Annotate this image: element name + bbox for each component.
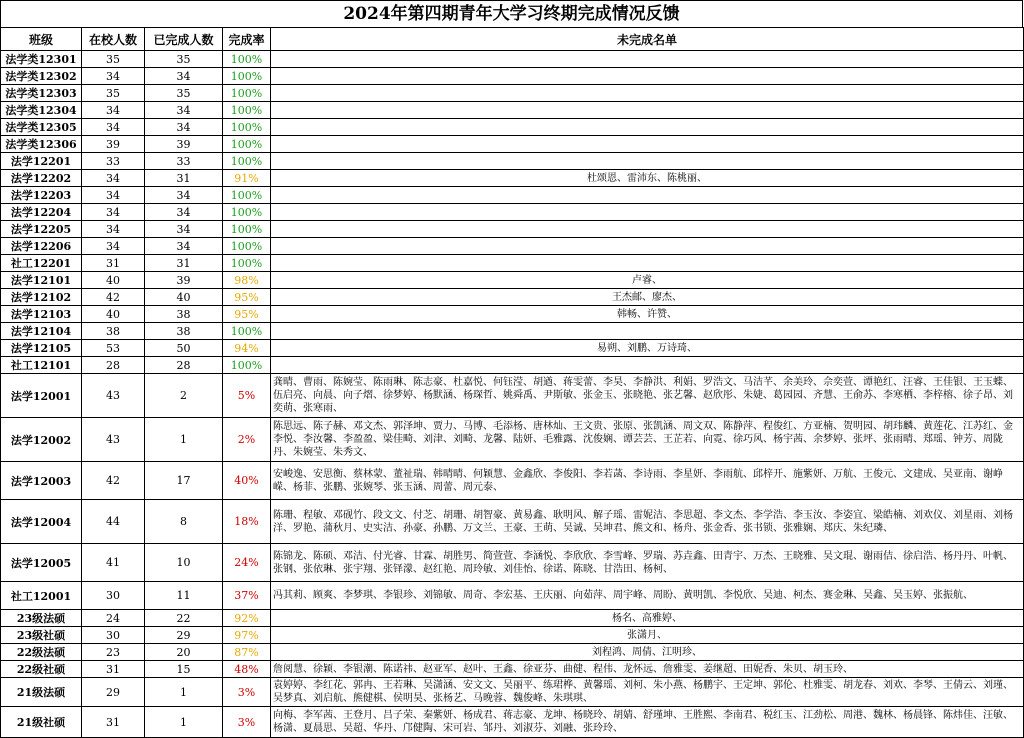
missing-names-cell[interactable] [271, 323, 1024, 340]
completed-cell[interactable]: 8 [145, 500, 223, 544]
enrolled-cell[interactable]: 43 [82, 374, 145, 418]
class-cell[interactable]: 法学12101 [1, 272, 82, 289]
table-row [1, 85, 1024, 102]
class-cell[interactable]: 法学12005 [1, 544, 82, 582]
missing-names-cell[interactable] [271, 51, 1024, 68]
sheet-title: 2024年第四期青年大学习终期完成情况反馈 [0, 0, 1023, 27]
missing-names-cell[interactable]: 冯其莉、顾爽、李梦琪、李银珍、刘锦敏、周奇、李宏基、王庆丽、向茹萍、周宇峰、周盼、黄明凯、李悦欣、吴迪、柯杰、赛金琳、吴鑫、吴玉婷、张振航、 [271, 582, 1024, 610]
table-row [1, 68, 1024, 85]
class-cell[interactable]: 法学类12305 [1, 119, 82, 136]
missing-names-cell[interactable]: 王杰邮、廖杰、 [271, 289, 1024, 306]
missing-names-cell[interactable] [271, 119, 1024, 136]
completed-cell[interactable]: 17 [145, 462, 223, 500]
enrolled-cell[interactable]: 30 [82, 627, 145, 644]
enrolled-cell[interactable]: 31 [82, 255, 145, 272]
enrolled-cell[interactable]: 35 [82, 51, 145, 68]
class-cell[interactable]: 社工12001 [1, 582, 82, 610]
class-cell[interactable]: 法学12103 [1, 306, 82, 323]
table-row [1, 610, 1024, 627]
missing-names-cell[interactable]: 陈思远、陈子赫、邓文杰、郭泽坤、贾力、马博、毛添杨、唐林灿、王文贵、张原、张凯涵、周文双、陈静萍、程俊红、方亚楠、贺明园、胡玮麟、黄莲花、江苏红、金李悦、李汝馨、李盈盈、梁佳畸、刘津、刘畸、龙馨、陆妍、毛雅露、沈俊娴、谭芸芸、王芷若、向霓、徐巧风、杨宇茜、余梦婷、张坪、张雨晴、郑瑶、钟芳、周陇丹、朱婉莹、朱秀文、 [271, 418, 1024, 462]
rate-cell[interactable]: 100% [223, 136, 271, 153]
rate-cell[interactable]: 100% [223, 119, 271, 136]
class-cell[interactable]: 法学12001 [1, 374, 82, 418]
class-cell[interactable]: 法学12004 [1, 500, 82, 544]
rate-cell[interactable]: 97% [223, 627, 271, 644]
rate-cell[interactable]: 91% [223, 170, 271, 187]
header-class[interactable]: 班级 [1, 28, 82, 51]
missing-names-cell[interactable] [271, 221, 1024, 238]
class-cell[interactable]: 法学12201 [1, 153, 82, 170]
completed-cell[interactable]: 10 [145, 544, 223, 582]
missing-names-cell[interactable] [271, 204, 1024, 221]
completed-cell[interactable]: 31 [145, 170, 223, 187]
enrolled-cell[interactable]: 34 [82, 187, 145, 204]
completed-cell[interactable]: 20 [145, 644, 223, 661]
class-cell[interactable]: 法学12002 [1, 418, 82, 462]
table-row [1, 323, 1024, 340]
missing-names-cell[interactable] [271, 153, 1024, 170]
class-cell[interactable]: 法学12003 [1, 462, 82, 500]
missing-names-cell[interactable]: 易朔、刘鹏、万诗琦、 [271, 340, 1024, 357]
missing-names-cell[interactable]: 向梅、李军茜、王登月、吕子荣、秦紫妍、杨成君、蒋志豪、龙坤、杨晓玲、胡婧、舒瑾坤、王胜熙、李南君、税红玉、江劲松、周港、魏林、杨晨锋、陈炜佳、汪敏、杨潇、夏晨思、吴超、华丹、邝健陶、宋可岩、邹丹、刘淑芬、刘融、张玲玲、 [271, 707, 1024, 738]
completed-cell[interactable]: 50 [145, 340, 223, 357]
class-cell[interactable]: 法学类12303 [1, 85, 82, 102]
rate-cell[interactable]: 100% [223, 102, 271, 119]
completed-cell[interactable]: 15 [145, 661, 223, 678]
class-cell[interactable]: 法学12102 [1, 289, 82, 306]
enrolled-cell[interactable]: 35 [82, 85, 145, 102]
table-row [1, 51, 1024, 68]
rate-cell[interactable]: 95% [223, 289, 271, 306]
completed-cell[interactable]: 35 [145, 85, 223, 102]
missing-names-cell[interactable]: 陈锦龙、陈硕、邓洁、付光睿、甘霖、胡胜男、简萱萱、李涵悦、李欣欣、李雪峰、罗瑞、苏垚鑫、田青宇、万杰、王晓雅、吴文琨、谢雨佶、徐启浩、杨丹丹、叶帆、张钢、张依琳、张宇翔、张铎濛、赵红艳、周玲敏、刘佳怡、徐诺、陈晓、甘浩田、杨柯、 [271, 544, 1024, 582]
header-missing[interactable]: 未完成名单 [271, 28, 1024, 51]
completed-cell[interactable]: 40 [145, 289, 223, 306]
enrolled-cell[interactable]: 30 [82, 582, 145, 610]
enrolled-cell[interactable]: 29 [82, 678, 145, 707]
enrolled-cell[interactable]: 40 [82, 272, 145, 289]
completed-cell[interactable]: 34 [145, 68, 223, 85]
missing-names-cell[interactable]: 卢睿、 [271, 272, 1024, 289]
enrolled-cell[interactable]: 40 [82, 306, 145, 323]
completed-cell[interactable]: 34 [145, 238, 223, 255]
completed-cell[interactable]: 31 [145, 255, 223, 272]
table-row [1, 238, 1024, 255]
completed-cell[interactable]: 34 [145, 119, 223, 136]
rate-cell[interactable]: 48% [223, 661, 271, 678]
class-cell[interactable]: 21级社硕 [1, 707, 82, 738]
class-cell[interactable]: 法学12206 [1, 238, 82, 255]
rate-cell[interactable]: 92% [223, 610, 271, 627]
table-row [1, 119, 1024, 136]
missing-names-cell[interactable]: 詹阅慧、徐颖、李银潮、陈诺祎、赵亚军、赵叶、王鑫、徐亚芬、曲健、程伟、龙怀远、詹雅雯、姜继超、田妮香、朱贝、胡玉玲、 [271, 661, 1024, 678]
enrolled-cell[interactable]: 31 [82, 707, 145, 738]
completed-cell[interactable]: 1 [145, 418, 223, 462]
completed-cell[interactable]: 28 [145, 357, 223, 374]
rate-cell[interactable]: 100% [223, 153, 271, 170]
enrolled-cell[interactable]: 42 [82, 462, 145, 500]
rate-cell[interactable]: 100% [223, 51, 271, 68]
rate-cell[interactable]: 100% [223, 68, 271, 85]
table-row [1, 221, 1024, 238]
missing-names-cell[interactable]: 杜颂恩、雷沛东、陈桃丽、 [271, 170, 1024, 187]
table-row [1, 544, 1024, 582]
missing-names-cell[interactable] [271, 102, 1024, 119]
rate-cell[interactable]: 100% [223, 255, 271, 272]
enrolled-cell[interactable]: 34 [82, 170, 145, 187]
table-row [1, 374, 1024, 418]
missing-names-cell[interactable] [271, 85, 1024, 102]
enrolled-cell[interactable]: 39 [82, 136, 145, 153]
class-cell[interactable]: 22级社硕 [1, 661, 82, 678]
missing-names-cell[interactable]: 张潇月、 [271, 627, 1024, 644]
class-cell[interactable]: 法学12204 [1, 204, 82, 221]
table-row [1, 102, 1024, 119]
class-cell[interactable]: 法学12205 [1, 221, 82, 238]
completed-cell[interactable]: 35 [145, 51, 223, 68]
table-row [1, 255, 1024, 272]
table-row [1, 306, 1024, 323]
table-row [1, 187, 1024, 204]
completed-cell[interactable]: 11 [145, 582, 223, 610]
missing-names-cell[interactable]: 袁婷婷、李红花、郭冉、王若琳、吴潇涵、安文文、吴丽平、练珺桦、黄馨瑶、刘柯、朱小燕、杨鹏宇、王定坤、郭伦、杜雅雯、胡龙春、刘欢、李琴、王倩云、刘瑾、吴梦真、刘启航、熊健棋、侯明昊、张杨艺、马晚蓉、魏俊峰、朱琪琪、 [271, 678, 1024, 707]
class-cell[interactable]: 法学12104 [1, 323, 82, 340]
rate-cell[interactable]: 2% [223, 418, 271, 462]
rate-cell[interactable]: 40% [223, 462, 271, 500]
rate-cell[interactable]: 100% [223, 187, 271, 204]
missing-names-cell[interactable] [271, 136, 1024, 153]
missing-names-cell[interactable] [271, 187, 1024, 204]
completed-cell[interactable]: 34 [145, 187, 223, 204]
missing-names-cell[interactable]: 陈珊、程敏、邓砚竹、段文文、付芝、胡珊、胡智豪、黄易鑫、耿明风、解子瑶、雷妮洁、李思超、李文杰、李学浩、李玉汝、李姿宜、梁皓楠、刘欢仪、刘星雨、刘杨洋、罗艳、蒲秋月、史实洁、孙豪、孙鹏、万文兰、王豪、王萌、吴诚、吴坤君、熊文和、杨舟、张金香、张书锁、张雅娴、郑庆、朱纪璘、 [271, 500, 1024, 544]
missing-names-cell[interactable]: 龚晴、曹雨、陈婉莹、陈雨琳、陈志豪、杜嘉悦、何钰滢、胡遒、蒋雯蕾、李昊、李静洪、利娟、罗浩文、马洁芊、余美玲、佘奕萱、谭艳红、汪睿、王佳银、王玉蝶、伍启亮、向晨、向子熠、徐梦婷、杨默涵、杨琛哲、姚舜禹、尹斯敏、张金玉、张晓艳、张艺馨、赵欣彤、朱婕、葛园园、齐慧、王俞苏、李寒栖、李梓榕、徐子昂、刘奕萌、张寒雨、 [271, 374, 1024, 418]
enrolled-cell[interactable]: 43 [82, 418, 145, 462]
rate-cell[interactable]: 37% [223, 582, 271, 610]
table-row [1, 627, 1024, 644]
class-cell[interactable]: 22级法硕 [1, 644, 82, 661]
table-row [1, 661, 1024, 678]
enrolled-cell[interactable]: 34 [82, 119, 145, 136]
enrolled-cell[interactable]: 44 [82, 500, 145, 544]
enrolled-cell[interactable]: 34 [82, 221, 145, 238]
class-cell[interactable]: 法学类12302 [1, 68, 82, 85]
rate-cell[interactable]: 98% [223, 272, 271, 289]
table-row [1, 272, 1024, 289]
rate-cell[interactable]: 5% [223, 374, 271, 418]
rate-cell[interactable]: 24% [223, 544, 271, 582]
missing-names-cell[interactable] [271, 238, 1024, 255]
enrolled-cell[interactable]: 24 [82, 610, 145, 627]
class-cell[interactable]: 法学12105 [1, 340, 82, 357]
completed-cell[interactable]: 1 [145, 678, 223, 707]
completed-cell[interactable]: 2 [145, 374, 223, 418]
header-enrolled[interactable]: 在校人数 [82, 28, 145, 51]
missing-names-cell[interactable] [271, 357, 1024, 374]
table-row [1, 170, 1024, 187]
completed-cell[interactable]: 38 [145, 306, 223, 323]
class-cell[interactable]: 23级法硕 [1, 610, 82, 627]
class-cell[interactable]: 23级社硕 [1, 627, 82, 644]
table-row [1, 289, 1024, 306]
rate-cell[interactable]: 87% [223, 644, 271, 661]
table-row [1, 462, 1024, 500]
rate-cell[interactable]: 100% [223, 85, 271, 102]
missing-names-cell[interactable]: 韩畅、许赞、 [271, 306, 1024, 323]
rate-cell[interactable]: 3% [223, 707, 271, 738]
rate-cell[interactable]: 100% [223, 323, 271, 340]
table-row [1, 500, 1024, 544]
enrolled-cell[interactable]: 42 [82, 289, 145, 306]
missing-names-cell[interactable] [271, 255, 1024, 272]
rate-cell[interactable]: 100% [223, 238, 271, 255]
table-row [1, 678, 1024, 707]
completed-cell[interactable]: 34 [145, 221, 223, 238]
class-cell[interactable]: 法学12203 [1, 187, 82, 204]
rate-cell[interactable]: 94% [223, 340, 271, 357]
completed-cell[interactable]: 1 [145, 707, 223, 738]
completed-cell[interactable]: 22 [145, 610, 223, 627]
rate-cell[interactable]: 3% [223, 678, 271, 707]
rate-cell[interactable]: 100% [223, 357, 271, 374]
enrolled-cell[interactable]: 34 [82, 238, 145, 255]
missing-names-cell[interactable]: 杨名、高雅婷、 [271, 610, 1024, 627]
class-cell[interactable]: 21级法硕 [1, 678, 82, 707]
rate-cell[interactable]: 95% [223, 306, 271, 323]
class-cell[interactable]: 社工12101 [1, 357, 82, 374]
enrolled-cell[interactable]: 31 [82, 661, 145, 678]
class-cell[interactable]: 法学类12301 [1, 51, 82, 68]
completed-cell[interactable]: 33 [145, 153, 223, 170]
header-completed[interactable]: 已完成人数 [145, 28, 223, 51]
completed-cell[interactable]: 38 [145, 323, 223, 340]
rate-cell[interactable]: 100% [223, 204, 271, 221]
class-cell[interactable]: 法学类12304 [1, 102, 82, 119]
table-row [1, 340, 1024, 357]
missing-names-cell[interactable]: 安峻逸、安思衡、蔡林蒙、董祉瑞、韩晴晴、何颖慧、金鑫欣、李俊阳、李若菡、李诗雨、李星妍、李雨航、邱梓开、施紫妍、万航、王俊元、文建成、吴亚南、谢峥嵘、杨菲、张鹏、张婉琴、张玉涵、周蕾、周元泰、 [271, 462, 1024, 500]
table-row [1, 644, 1024, 661]
completed-cell[interactable]: 39 [145, 272, 223, 289]
enrolled-cell[interactable]: 34 [82, 204, 145, 221]
enrolled-cell[interactable]: 41 [82, 544, 145, 582]
enrolled-cell[interactable]: 33 [82, 153, 145, 170]
completion-table [0, 27, 1024, 738]
table-row [1, 153, 1024, 170]
table-row [1, 136, 1024, 153]
rate-cell[interactable]: 18% [223, 500, 271, 544]
header-rate[interactable]: 完成率 [223, 28, 271, 51]
table-row [1, 707, 1024, 738]
enrolled-cell[interactable]: 28 [82, 357, 145, 374]
header-row [1, 28, 1024, 51]
enrolled-cell[interactable]: 53 [82, 340, 145, 357]
enrolled-cell[interactable]: 38 [82, 323, 145, 340]
enrolled-cell[interactable]: 34 [82, 102, 145, 119]
completed-cell[interactable]: 34 [145, 204, 223, 221]
completed-cell[interactable]: 34 [145, 102, 223, 119]
class-cell[interactable]: 法学12202 [1, 170, 82, 187]
table-row [1, 418, 1024, 462]
class-cell[interactable]: 法学类12306 [1, 136, 82, 153]
completed-cell[interactable]: 39 [145, 136, 223, 153]
completed-cell[interactable]: 29 [145, 627, 223, 644]
missing-names-cell[interactable]: 刘程鸿、周倩、江明珍、 [271, 644, 1024, 661]
enrolled-cell[interactable]: 34 [82, 68, 145, 85]
table-row [1, 357, 1024, 374]
table-row [1, 204, 1024, 221]
table-row [1, 582, 1024, 610]
rate-cell[interactable]: 100% [223, 221, 271, 238]
enrolled-cell[interactable]: 23 [82, 644, 145, 661]
missing-names-cell[interactable] [271, 68, 1024, 85]
class-cell[interactable]: 社工12201 [1, 255, 82, 272]
